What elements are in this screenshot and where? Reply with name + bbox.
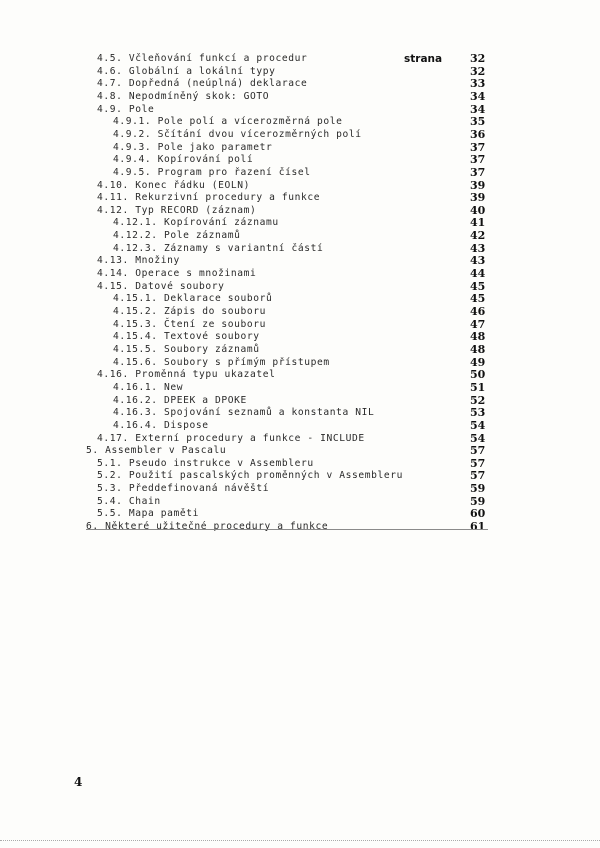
toc-entry-page: 60 xyxy=(470,507,486,521)
toc-entry-title: 4.16.4. Dispose xyxy=(113,419,209,431)
toc-entry-page: 37 xyxy=(470,165,486,179)
toc-entry-title: 5. Assembler v Pascalu xyxy=(86,445,227,457)
toc-entry xyxy=(0,319,600,331)
toc-entry xyxy=(0,382,600,394)
toc-entry-page: 43 xyxy=(470,241,486,255)
toc-entry-page: 45 xyxy=(470,292,486,306)
toc-entry-title: 4.16. Proměnná typu ukazatel xyxy=(97,369,276,381)
toc-entry-title: 4.9.2. Sčítání dvou vícerozměrných polí xyxy=(113,128,362,140)
toc-entry-title: 4.15.1. Deklarace souborů xyxy=(113,293,273,305)
toc-entry xyxy=(0,395,600,407)
toc-entry-title: 4.6. Globální a lokální typy xyxy=(97,65,276,77)
toc-entry-page: 33 xyxy=(470,77,486,91)
toc-entry-page: 42 xyxy=(470,229,486,243)
toc-entry xyxy=(0,53,600,65)
toc-entry-title: 5.3. Předdefinovaná návěští xyxy=(97,483,270,495)
toc-entry xyxy=(0,91,600,103)
toc-entry-page: 34 xyxy=(470,102,486,116)
toc-entry xyxy=(0,470,600,482)
toc-entry-title: 4.8. Nepodmíněný skok: GOTO xyxy=(97,90,270,102)
toc-entry xyxy=(0,293,600,305)
toc-entry-title: 4.7. Dopředná (neúplná) deklarace xyxy=(97,78,308,90)
toc-entry-page: 45 xyxy=(470,279,486,293)
toc-entry-page: 35 xyxy=(470,115,486,129)
toc-entry xyxy=(0,433,600,445)
toc-entry-title: 4.14. Operace s množinami xyxy=(97,268,257,280)
toc-entry-page: 39 xyxy=(470,191,486,205)
toc-entry xyxy=(0,180,600,192)
toc-entry-page: 47 xyxy=(470,317,486,331)
toc-entry-title: 4.15.4. Textové soubory xyxy=(113,331,260,343)
toc-entry-title: 4.5. Včleňování funkcí a procedur xyxy=(97,53,308,64)
toc-entry-page: 57 xyxy=(470,444,486,458)
toc-entry-title: 5.4. Chain xyxy=(97,495,161,507)
toc-entry xyxy=(0,344,600,356)
toc-entry-title: 4.11. Rekurzivní procedury a funkce xyxy=(97,192,321,204)
toc-entry-page: 61 xyxy=(470,520,486,534)
toc-entry xyxy=(0,243,600,255)
toc-entry-page: 48 xyxy=(470,342,486,356)
toc-entry-page: 54 xyxy=(470,418,486,432)
toc-entry xyxy=(0,420,600,432)
toc-entry-page: 32 xyxy=(470,52,486,65)
toc-entry xyxy=(0,255,600,267)
toc-entry xyxy=(0,142,600,154)
toc-entry-page: 36 xyxy=(470,127,486,141)
toc-entry-title: 4.15.6. Soubory s přímým přístupem xyxy=(113,356,330,368)
toc-entry-title: 4.15. Datové soubory xyxy=(97,280,225,292)
toc-entry-page: 59 xyxy=(470,494,486,508)
toc-entry xyxy=(0,331,600,343)
toc-entry-title: 4.9.4. Kopírování polí xyxy=(113,154,254,166)
toc-entry-page: 37 xyxy=(470,153,486,167)
toc-entry-page: 50 xyxy=(470,368,486,382)
toc-entry-page: 51 xyxy=(470,380,486,394)
toc-entry xyxy=(0,129,600,141)
page-column-header: strana xyxy=(404,53,443,65)
toc-entry-title: 5.5. Mapa paměti xyxy=(97,508,200,520)
toc-entry-title: 4.10. Konec řádku (EOLN) xyxy=(97,179,251,191)
page-edge xyxy=(0,840,600,841)
toc-entry xyxy=(0,116,600,128)
toc-entry xyxy=(0,104,600,116)
toc-entry-page: 49 xyxy=(470,355,486,369)
toc-entry-title: 4.16.1. New xyxy=(113,381,184,393)
toc-entry-title: 4.9.5. Program pro řazení čísel xyxy=(113,166,311,178)
toc-entry-title: 5.1. Pseudo instrukce v Assembleru xyxy=(97,457,314,469)
toc-entry-title: 4.9.1. Pole polí a vícerozměrná pole xyxy=(113,116,343,128)
toc-entry xyxy=(0,78,600,90)
toc-entry xyxy=(0,205,600,217)
toc-entry xyxy=(0,154,600,166)
toc-entry-page: 40 xyxy=(470,203,486,217)
toc-entry-page: 44 xyxy=(470,267,486,281)
toc-entry-title: 4.16.3. Spojování seznamů a konstanta NIL xyxy=(113,407,375,419)
toc-entry-title: 4.12.3. Záznamy s variantní částí xyxy=(113,242,324,254)
toc-entry-page: 41 xyxy=(470,216,486,230)
toc-entry-page: 37 xyxy=(470,140,486,154)
toc-entry xyxy=(0,483,600,495)
toc-entry-title: 4.9. Pole xyxy=(97,103,155,115)
toc-entry xyxy=(0,407,600,419)
toc-entry-title: 4.17. Externí procedury a funkce - INCLUDE xyxy=(97,432,365,444)
toc-entry-page: 34 xyxy=(470,89,486,103)
toc-entry-title: 4.12.2. Pole záznamů xyxy=(113,230,241,242)
toc-entry-title: 4.15.3. Čtení ze souboru xyxy=(113,318,267,330)
toc-entry xyxy=(0,521,600,533)
toc-entry-page: 57 xyxy=(470,456,486,470)
toc-entry xyxy=(0,306,600,318)
toc-entry xyxy=(0,445,600,457)
toc-entry-title: 4.13. Množiny xyxy=(97,255,180,267)
toc-entry-page: 53 xyxy=(470,406,486,420)
toc-entry xyxy=(0,66,600,78)
page-number: 4 xyxy=(74,775,83,789)
toc-entry xyxy=(0,496,600,508)
toc-entry xyxy=(0,357,600,369)
contents-rule xyxy=(86,529,488,530)
toc-entry-page: 52 xyxy=(470,393,486,407)
toc-entry xyxy=(0,369,600,381)
toc-entry-page: 54 xyxy=(470,431,486,445)
toc-entry xyxy=(0,281,600,293)
toc-entry-title: 4.12. Typ RECORD (záznam) xyxy=(97,204,257,216)
toc-entry xyxy=(0,458,600,470)
toc-entry-page: 43 xyxy=(470,254,486,268)
toc-entry-title: 6. Některé užitečné procedury a funkce xyxy=(86,521,329,533)
toc-entry-title: 4.12.1. Kopírování záznamu xyxy=(113,217,279,229)
toc-entry xyxy=(0,230,600,242)
toc-entry-title: 4.15.5. Soubory záznamů xyxy=(113,343,260,355)
toc-entry-title: 5.2. Použití pascalských proměnných v Assembleru xyxy=(97,470,404,482)
toc-entry xyxy=(0,167,600,179)
toc-entry xyxy=(0,217,600,229)
toc-entry-page: 46 xyxy=(470,305,486,318)
toc-entry-page: 39 xyxy=(470,178,486,192)
toc-entry xyxy=(0,508,600,520)
toc-entry-page: 32 xyxy=(470,64,486,78)
toc-entry-title: 4.16.2. DPEEK a DPOKE xyxy=(113,394,247,406)
toc-entry-title: 4.9.3. Pole jako parametr xyxy=(113,141,273,153)
toc-entry xyxy=(0,192,600,204)
toc-entry xyxy=(0,268,600,280)
toc-entry-page: 48 xyxy=(470,330,486,344)
toc-entry-title: 4.15.2. Zápis do souboru xyxy=(113,306,267,317)
toc-entry-page: 57 xyxy=(470,469,486,483)
toc-entry-page: 59 xyxy=(470,482,486,496)
